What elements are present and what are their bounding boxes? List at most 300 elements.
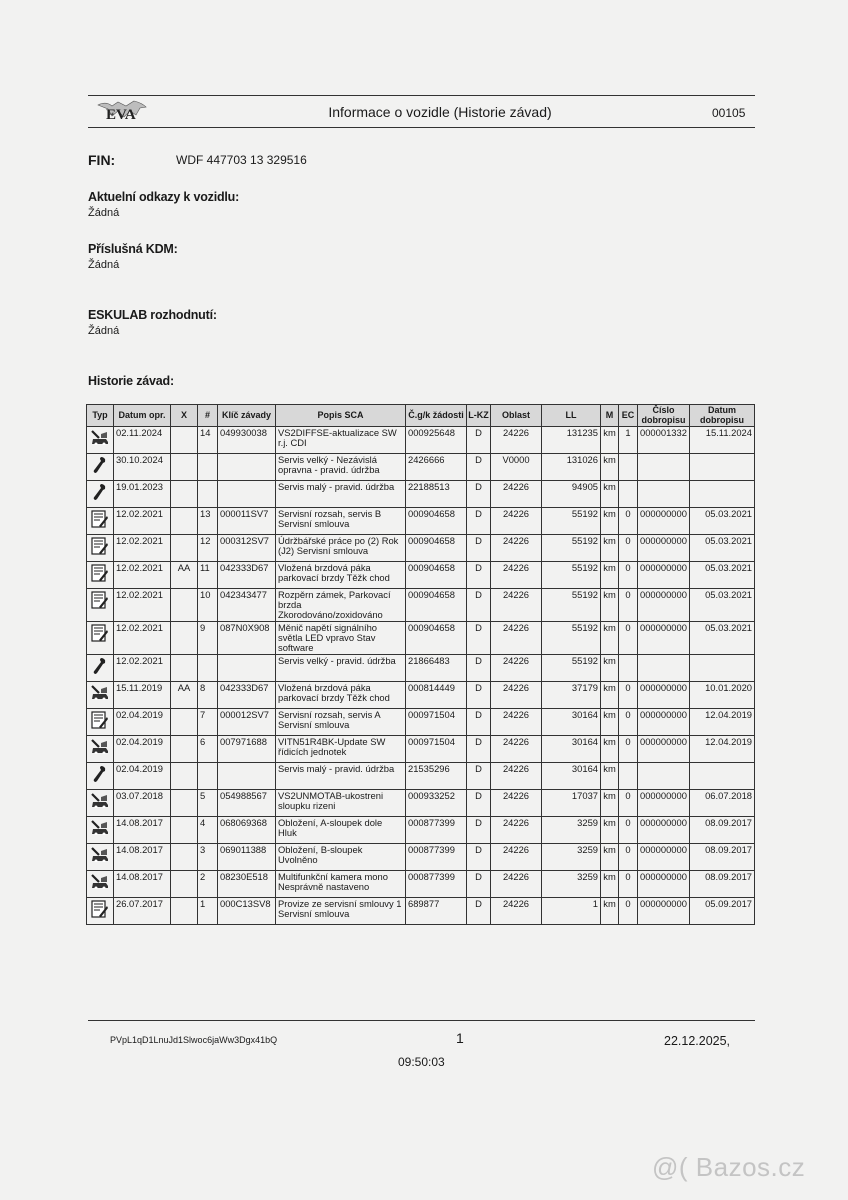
table-row bbox=[87, 871, 755, 898]
area-cell: 24226 bbox=[491, 622, 542, 655]
credit-date-cell: 05.03.2021 bbox=[690, 622, 755, 655]
lkz-cell: D bbox=[467, 589, 491, 622]
lkz-cell: D bbox=[467, 622, 491, 655]
lkz-cell: D bbox=[467, 790, 491, 817]
credit-date-cell: 05.03.2021 bbox=[690, 508, 755, 535]
unit-cell: km bbox=[601, 622, 619, 655]
key-cell: 000312SV7 bbox=[218, 535, 276, 562]
lkz-cell: D bbox=[467, 763, 491, 790]
service-doc-icon bbox=[87, 898, 114, 925]
kdm-value: Žádná bbox=[88, 259, 120, 271]
num-cell bbox=[198, 454, 218, 481]
table-row bbox=[87, 898, 755, 925]
credit-date-cell: 08.09.2017 bbox=[690, 817, 755, 844]
ll-cell: 3259 bbox=[542, 844, 601, 871]
header-col-lkz: L-KZ bbox=[467, 405, 491, 427]
desc-cell: Měnič napětí signálního světla LED vpravo Stav software bbox=[276, 622, 406, 655]
unit-cell: km bbox=[601, 655, 619, 682]
datum-cell: 30.10.2024 bbox=[114, 454, 171, 481]
campaign-truck-icon bbox=[87, 736, 114, 763]
request-cell: 22188513 bbox=[406, 481, 467, 508]
unit-cell: km bbox=[601, 427, 619, 454]
datum-cell: 14.08.2017 bbox=[114, 871, 171, 898]
credit-date-cell: 05.03.2021 bbox=[690, 589, 755, 622]
desc-cell: Servis malý - pravid. údržba bbox=[276, 481, 406, 508]
key-cell: 069011388 bbox=[218, 844, 276, 871]
table-header-row bbox=[87, 405, 755, 427]
campaign-truck-icon bbox=[87, 817, 114, 844]
ec-cell: 0 bbox=[619, 817, 638, 844]
datum-cell: 12.02.2021 bbox=[114, 622, 171, 655]
request-cell: 689877 bbox=[406, 898, 467, 925]
num-cell: 9 bbox=[198, 622, 218, 655]
table-row bbox=[87, 655, 755, 682]
num-cell: 10 bbox=[198, 589, 218, 622]
campaign-truck-icon bbox=[87, 844, 114, 871]
credit-date-cell: 08.09.2017 bbox=[690, 844, 755, 871]
area-cell: 24226 bbox=[491, 562, 542, 589]
desc-cell: VS2DIFFSE-aktualizace SW r.j. CDI bbox=[276, 427, 406, 454]
x-cell bbox=[171, 736, 198, 763]
request-cell: 21535296 bbox=[406, 763, 467, 790]
datum-cell: 02.04.2019 bbox=[114, 709, 171, 736]
ec-cell bbox=[619, 763, 638, 790]
fault-history-table bbox=[86, 404, 755, 925]
campaign-truck-icon bbox=[87, 682, 114, 709]
lkz-cell: D bbox=[467, 655, 491, 682]
unit-cell: km bbox=[601, 562, 619, 589]
eskulab-label: ESKULAB rozhodnutí: bbox=[88, 308, 217, 322]
x-cell bbox=[171, 790, 198, 817]
key-cell: 042343477 bbox=[218, 589, 276, 622]
x-cell bbox=[171, 481, 198, 508]
lkz-cell: D bbox=[467, 709, 491, 736]
ll-cell: 55192 bbox=[542, 535, 601, 562]
header-col-num: # bbox=[198, 405, 218, 427]
lkz-cell: D bbox=[467, 481, 491, 508]
credit-date-cell bbox=[690, 763, 755, 790]
unit-cell: km bbox=[601, 508, 619, 535]
credit-date-cell: 12.04.2019 bbox=[690, 736, 755, 763]
credit-date-cell bbox=[690, 481, 755, 508]
datum-cell: 12.02.2021 bbox=[114, 589, 171, 622]
lkz-cell: D bbox=[467, 817, 491, 844]
datum-cell: 14.08.2017 bbox=[114, 844, 171, 871]
credit-number-cell: 000000000 bbox=[638, 898, 690, 925]
area-cell: 24226 bbox=[491, 844, 542, 871]
header-col-cislo-dobropisu: Číslo dobropisu bbox=[638, 405, 690, 427]
lkz-cell: D bbox=[467, 562, 491, 589]
desc-cell: Obložení, A-sloupek dole Hluk bbox=[276, 817, 406, 844]
table-row bbox=[87, 844, 755, 871]
request-cell: 000877399 bbox=[406, 871, 467, 898]
area-cell: 24226 bbox=[491, 481, 542, 508]
header-col-datum: Datum opr. bbox=[114, 405, 171, 427]
logo-text: EVA bbox=[106, 107, 136, 123]
table-row bbox=[87, 562, 755, 589]
credit-number-cell: 000000000 bbox=[638, 622, 690, 655]
key-cell: 000C13SV8 bbox=[218, 898, 276, 925]
request-cell: 000877399 bbox=[406, 817, 467, 844]
key-cell bbox=[218, 655, 276, 682]
key-cell: 068069368 bbox=[218, 817, 276, 844]
fin-label: FIN: bbox=[88, 152, 116, 168]
key-cell: 000011SV7 bbox=[218, 508, 276, 535]
datum-cell: 12.02.2021 bbox=[114, 655, 171, 682]
wrench-icon bbox=[87, 655, 114, 682]
num-cell: 8 bbox=[198, 682, 218, 709]
ll-cell: 55192 bbox=[542, 655, 601, 682]
service-doc-icon bbox=[87, 589, 114, 622]
datum-cell: 12.02.2021 bbox=[114, 535, 171, 562]
request-cell: 2426666 bbox=[406, 454, 467, 481]
credit-number-cell: 000000000 bbox=[638, 817, 690, 844]
ec-cell: 0 bbox=[619, 844, 638, 871]
table-row bbox=[87, 589, 755, 622]
lkz-cell: D bbox=[467, 898, 491, 925]
table-row bbox=[87, 622, 755, 655]
x-cell bbox=[171, 427, 198, 454]
credit-date-cell: 10.01.2020 bbox=[690, 682, 755, 709]
num-cell bbox=[198, 655, 218, 682]
header-col-typ: Typ bbox=[87, 405, 114, 427]
num-cell: 1 bbox=[198, 898, 218, 925]
lkz-cell: D bbox=[467, 736, 491, 763]
campaign-truck-icon bbox=[87, 790, 114, 817]
ec-cell bbox=[619, 655, 638, 682]
x-cell bbox=[171, 817, 198, 844]
num-cell: 2 bbox=[198, 871, 218, 898]
ll-cell: 55192 bbox=[542, 622, 601, 655]
table-row bbox=[87, 790, 755, 817]
key-cell: 049930038 bbox=[218, 427, 276, 454]
x-cell bbox=[171, 655, 198, 682]
ec-cell: 0 bbox=[619, 736, 638, 763]
credit-number-cell: 000000000 bbox=[638, 736, 690, 763]
credit-date-cell: 12.04.2019 bbox=[690, 709, 755, 736]
desc-cell: Servis velký - pravid. údržba bbox=[276, 655, 406, 682]
datum-cell: 12.02.2021 bbox=[114, 508, 171, 535]
table-row bbox=[87, 682, 755, 709]
unit-cell: km bbox=[601, 454, 619, 481]
footer-rule bbox=[88, 1020, 755, 1021]
unit-cell: km bbox=[601, 898, 619, 925]
datum-cell: 14.08.2017 bbox=[114, 817, 171, 844]
num-cell bbox=[198, 763, 218, 790]
ll-cell: 30164 bbox=[542, 763, 601, 790]
x-cell bbox=[171, 871, 198, 898]
credit-number-cell: 000000000 bbox=[638, 844, 690, 871]
footer-code: PVpL1qD1LnuJd1Slwoc6jaWw3Dgx41bQ bbox=[110, 1035, 278, 1045]
datum-cell: 15.11.2019 bbox=[114, 682, 171, 709]
key-cell: 054988567 bbox=[218, 790, 276, 817]
num-cell: 4 bbox=[198, 817, 218, 844]
ec-cell: 0 bbox=[619, 535, 638, 562]
credit-number-cell: 000000000 bbox=[638, 535, 690, 562]
datum-cell: 26.07.2017 bbox=[114, 898, 171, 925]
header-col-zadost: Č.g/k žádosti bbox=[406, 405, 467, 427]
bazos-watermark: @( Bazos.cz bbox=[652, 1152, 806, 1182]
ll-cell: 131026 bbox=[542, 454, 601, 481]
datum-cell: 02.11.2024 bbox=[114, 427, 171, 454]
desc-cell: Údržbářské práce po (2) Rok (J2) Servisní smlouva bbox=[276, 535, 406, 562]
request-cell: 000904658 bbox=[406, 508, 467, 535]
area-cell: 24226 bbox=[491, 790, 542, 817]
request-cell: 000814449 bbox=[406, 682, 467, 709]
key-cell: 042333D67 bbox=[218, 682, 276, 709]
area-cell: 24226 bbox=[491, 898, 542, 925]
area-cell: V0000 bbox=[491, 454, 542, 481]
x-cell bbox=[171, 898, 198, 925]
num-cell: 13 bbox=[198, 508, 218, 535]
x-cell bbox=[171, 763, 198, 790]
footer-page-number: 1 bbox=[456, 1030, 464, 1046]
ec-cell bbox=[619, 481, 638, 508]
unit-cell: km bbox=[601, 844, 619, 871]
request-cell: 000904658 bbox=[406, 535, 467, 562]
header-col-klic: Klíč závady bbox=[218, 405, 276, 427]
table-row bbox=[87, 508, 755, 535]
ec-cell: 0 bbox=[619, 622, 638, 655]
header-col-popis: Popis SCA bbox=[276, 405, 406, 427]
ec-cell: 0 bbox=[619, 682, 638, 709]
header-page-code: 00105 bbox=[712, 106, 746, 120]
credit-number-cell bbox=[638, 763, 690, 790]
num-cell: 7 bbox=[198, 709, 218, 736]
datum-cell: 02.04.2019 bbox=[114, 763, 171, 790]
table-row bbox=[87, 454, 755, 481]
num-cell: 5 bbox=[198, 790, 218, 817]
area-cell: 24226 bbox=[491, 682, 542, 709]
credit-number-cell: 000000000 bbox=[638, 589, 690, 622]
table-row bbox=[87, 763, 755, 790]
credit-date-cell: 15.11.2024 bbox=[690, 427, 755, 454]
header-col-datum-dobropisu: Datum dobropisu bbox=[690, 405, 755, 427]
credit-date-cell: 05.03.2021 bbox=[690, 535, 755, 562]
lkz-cell: D bbox=[467, 682, 491, 709]
footer-time: 09:50:03 bbox=[398, 1055, 445, 1069]
key-cell: 007971688 bbox=[218, 736, 276, 763]
area-cell: 24226 bbox=[491, 655, 542, 682]
request-cell: 000904658 bbox=[406, 589, 467, 622]
x-cell: AA bbox=[171, 562, 198, 589]
area-cell: 24226 bbox=[491, 763, 542, 790]
desc-cell: Servis malý - pravid. údržba bbox=[276, 763, 406, 790]
desc-cell: VS2UNMOTAB-ukostreni sloupku rizeni bbox=[276, 790, 406, 817]
request-cell: 000971504 bbox=[406, 709, 467, 736]
ll-cell: 131235 bbox=[542, 427, 601, 454]
credit-number-cell: 000000000 bbox=[638, 508, 690, 535]
credit-number-cell: 000000000 bbox=[638, 790, 690, 817]
x-cell: AA bbox=[171, 682, 198, 709]
credit-date-cell: 05.09.2017 bbox=[690, 898, 755, 925]
num-cell: 6 bbox=[198, 736, 218, 763]
campaign-truck-icon bbox=[87, 427, 114, 454]
key-cell bbox=[218, 454, 276, 481]
unit-cell: km bbox=[601, 481, 619, 508]
x-cell bbox=[171, 535, 198, 562]
key-cell: 000012SV7 bbox=[218, 709, 276, 736]
request-cell: 000877399 bbox=[406, 844, 467, 871]
service-doc-icon bbox=[87, 622, 114, 655]
datum-cell: 03.07.2018 bbox=[114, 790, 171, 817]
ec-cell: 0 bbox=[619, 589, 638, 622]
request-cell: 000933252 bbox=[406, 790, 467, 817]
ec-cell: 0 bbox=[619, 508, 638, 535]
desc-cell: VITN51R4BK-Update SW řídicích jednotek bbox=[276, 736, 406, 763]
ec-cell: 0 bbox=[619, 898, 638, 925]
area-cell: 24226 bbox=[491, 535, 542, 562]
desc-cell: Rozpěrn zámek, Parkovací brzda Zkorodováno/zoxidováno bbox=[276, 589, 406, 622]
area-cell: 24226 bbox=[491, 709, 542, 736]
table-row bbox=[87, 481, 755, 508]
credit-number-cell: 000000000 bbox=[638, 562, 690, 589]
header-top-rule bbox=[88, 95, 755, 96]
num-cell: 11 bbox=[198, 562, 218, 589]
table-row bbox=[87, 736, 755, 763]
num-cell: 3 bbox=[198, 844, 218, 871]
unit-cell: km bbox=[601, 817, 619, 844]
table-row bbox=[87, 817, 755, 844]
x-cell bbox=[171, 622, 198, 655]
area-cell: 24226 bbox=[491, 508, 542, 535]
lkz-cell: D bbox=[467, 427, 491, 454]
page-title: Informace o vozidle (Historie závad) bbox=[328, 104, 552, 120]
header-col-ec: EC bbox=[619, 405, 638, 427]
fin-value: WDF 447703 13 329516 bbox=[176, 153, 307, 167]
desc-cell: Vložená brzdová páka parkovací brzdy Těžk chod bbox=[276, 682, 406, 709]
campaign-truck-icon bbox=[87, 871, 114, 898]
desc-cell: Servisní rozsah, servis A Servisní smlouva bbox=[276, 709, 406, 736]
x-cell bbox=[171, 589, 198, 622]
ll-cell: 37179 bbox=[542, 682, 601, 709]
service-doc-icon bbox=[87, 508, 114, 535]
ll-cell: 94905 bbox=[542, 481, 601, 508]
x-cell bbox=[171, 454, 198, 481]
unit-cell: km bbox=[601, 535, 619, 562]
request-cell: 000971504 bbox=[406, 736, 467, 763]
x-cell bbox=[171, 508, 198, 535]
area-cell: 24226 bbox=[491, 427, 542, 454]
wrench-icon bbox=[87, 481, 114, 508]
ec-cell: 0 bbox=[619, 790, 638, 817]
lkz-cell: D bbox=[467, 871, 491, 898]
service-doc-icon bbox=[87, 709, 114, 736]
eva-logo-icon bbox=[96, 97, 148, 125]
key-cell: 087N0X908 bbox=[218, 622, 276, 655]
area-cell: 24226 bbox=[491, 589, 542, 622]
credit-number-cell bbox=[638, 481, 690, 508]
header-bottom-rule bbox=[88, 127, 755, 128]
desc-cell: Multifunkční kamera mono Nesprávně nastaveno bbox=[276, 871, 406, 898]
credit-number-cell: 000000000 bbox=[638, 682, 690, 709]
footer-date: 22.12.2025, bbox=[664, 1034, 731, 1048]
unit-cell: km bbox=[601, 709, 619, 736]
request-cell: 21866483 bbox=[406, 655, 467, 682]
references-value: Žádná bbox=[88, 207, 120, 219]
area-cell: 24226 bbox=[491, 736, 542, 763]
credit-date-cell: 05.03.2021 bbox=[690, 562, 755, 589]
unit-cell: km bbox=[601, 790, 619, 817]
unit-cell: km bbox=[601, 736, 619, 763]
datum-cell: 02.04.2019 bbox=[114, 736, 171, 763]
credit-date-cell: 06.07.2018 bbox=[690, 790, 755, 817]
lkz-cell: D bbox=[467, 454, 491, 481]
key-cell bbox=[218, 763, 276, 790]
table-body bbox=[87, 427, 755, 925]
request-cell: 000925648 bbox=[406, 427, 467, 454]
desc-cell: Servisní rozsah, servis B Servisní smlouva bbox=[276, 508, 406, 535]
lkz-cell: D bbox=[467, 535, 491, 562]
ll-cell: 55192 bbox=[542, 589, 601, 622]
history-label: Historie závad: bbox=[88, 374, 174, 388]
request-cell: 000904658 bbox=[406, 622, 467, 655]
service-doc-icon bbox=[87, 562, 114, 589]
table-row bbox=[87, 709, 755, 736]
service-doc-icon bbox=[87, 535, 114, 562]
x-cell bbox=[171, 709, 198, 736]
desc-cell: Vložená brzdová páka parkovací brzdy Těžk chod bbox=[276, 562, 406, 589]
wrench-icon bbox=[87, 763, 114, 790]
credit-date-cell bbox=[690, 454, 755, 481]
credit-date-cell: 08.09.2017 bbox=[690, 871, 755, 898]
references-label: Aktuelní odkazy k vozidlu: bbox=[88, 190, 240, 204]
table-row bbox=[87, 535, 755, 562]
ec-cell: 1 bbox=[619, 427, 638, 454]
num-cell: 12 bbox=[198, 535, 218, 562]
ec-cell bbox=[619, 454, 638, 481]
lkz-cell: D bbox=[467, 844, 491, 871]
unit-cell: km bbox=[601, 589, 619, 622]
kdm-label: Příslušná KDM: bbox=[88, 242, 178, 256]
header-col-m: M bbox=[601, 405, 619, 427]
num-cell bbox=[198, 481, 218, 508]
unit-cell: km bbox=[601, 871, 619, 898]
ec-cell: 0 bbox=[619, 871, 638, 898]
desc-cell: Provize ze servisní smlouvy 1 Servisní smlouva bbox=[276, 898, 406, 925]
credit-number-cell: 000000000 bbox=[638, 709, 690, 736]
key-cell bbox=[218, 481, 276, 508]
header-col-ll: LL bbox=[542, 405, 601, 427]
header-col-oblast: Oblast bbox=[491, 405, 542, 427]
ll-cell: 30164 bbox=[542, 736, 601, 763]
table-row bbox=[87, 427, 755, 454]
request-cell: 000904658 bbox=[406, 562, 467, 589]
eskulab-value: Žádná bbox=[88, 325, 120, 337]
ll-cell: 1 bbox=[542, 898, 601, 925]
desc-cell: Servis velký - Nezávislá opravna - pravid. údržba bbox=[276, 454, 406, 481]
credit-number-cell: 000001332 bbox=[638, 427, 690, 454]
wrench-icon bbox=[87, 454, 114, 481]
area-cell: 24226 bbox=[491, 871, 542, 898]
ec-cell: 0 bbox=[619, 562, 638, 589]
x-cell bbox=[171, 844, 198, 871]
ll-cell: 55192 bbox=[542, 562, 601, 589]
credit-number-cell bbox=[638, 454, 690, 481]
area-cell: 24226 bbox=[491, 817, 542, 844]
ll-cell: 3259 bbox=[542, 817, 601, 844]
num-cell: 14 bbox=[198, 427, 218, 454]
ll-cell: 55192 bbox=[542, 508, 601, 535]
datum-cell: 12.02.2021 bbox=[114, 562, 171, 589]
credit-number-cell bbox=[638, 655, 690, 682]
datum-cell: 19.01.2023 bbox=[114, 481, 171, 508]
lkz-cell: D bbox=[467, 508, 491, 535]
ec-cell: 0 bbox=[619, 709, 638, 736]
credit-date-cell bbox=[690, 655, 755, 682]
ll-cell: 30164 bbox=[542, 709, 601, 736]
ll-cell: 17037 bbox=[542, 790, 601, 817]
